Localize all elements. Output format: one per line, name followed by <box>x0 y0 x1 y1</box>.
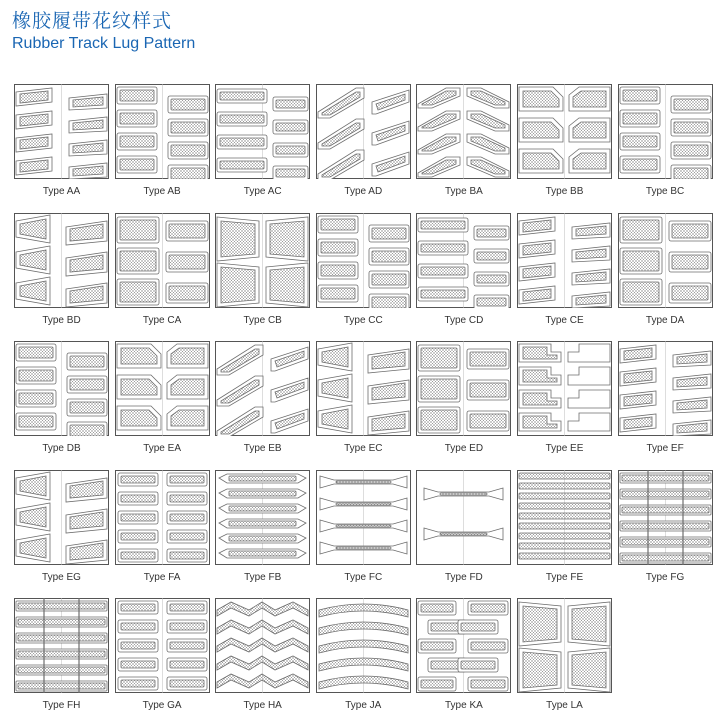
tread-pattern-image <box>115 470 210 565</box>
pattern-label: Type BC <box>645 186 685 197</box>
tread-pattern-image <box>416 470 511 565</box>
pattern-card <box>215 84 310 206</box>
pattern-card <box>517 598 612 720</box>
tread-pattern-image <box>517 598 612 693</box>
tread-pattern-image <box>517 84 612 179</box>
pattern-label: Type BD <box>42 314 81 326</box>
tread-pattern-image <box>14 213 109 308</box>
tread-pattern-image <box>14 470 109 565</box>
pattern-card <box>416 213 511 335</box>
tread-pattern-image <box>316 341 411 436</box>
pattern-card <box>115 598 210 720</box>
pattern-label: Type CC <box>343 314 383 326</box>
pattern-card <box>14 341 109 463</box>
pattern-label: Type AB <box>143 186 181 197</box>
tread-pattern-image <box>115 598 210 693</box>
tread-pattern-image <box>316 84 411 179</box>
tread-pattern-image <box>14 598 109 693</box>
tread-pattern-image <box>416 213 511 308</box>
pattern-label: Type FD <box>444 571 483 583</box>
tread-pattern-image <box>215 213 310 308</box>
tread-pattern-image <box>215 341 310 436</box>
pattern-label: Type FH <box>42 700 81 711</box>
tread-pattern-image <box>416 598 511 693</box>
pattern-label: Type EB <box>243 443 282 454</box>
pattern-card <box>215 470 310 592</box>
pattern-label: Type JA <box>345 700 382 711</box>
pattern-card <box>14 84 109 206</box>
pattern-label: Type GA <box>142 700 182 711</box>
tread-pattern-image <box>14 341 109 436</box>
pattern-card <box>115 341 210 463</box>
pattern-label: Type CB <box>243 314 282 326</box>
pattern-card <box>115 213 210 335</box>
pattern-card <box>115 84 210 206</box>
tread-pattern-image <box>618 470 713 565</box>
pattern-card <box>517 341 612 463</box>
tread-pattern-image <box>215 470 310 565</box>
tread-pattern-image <box>618 341 713 436</box>
pattern-card <box>517 470 612 592</box>
tread-pattern-image <box>316 213 411 308</box>
pattern-label: Type EG <box>42 571 81 583</box>
pattern-label: Type DB <box>42 443 81 454</box>
pattern-label: Type FC <box>344 571 383 583</box>
tread-pattern-image <box>215 598 310 693</box>
pattern-label: Type FA <box>143 571 181 583</box>
pattern-label: Type EC <box>344 443 383 454</box>
pattern-label: Type ED <box>444 443 484 454</box>
pattern-label: Type AA <box>42 186 81 197</box>
page-title-english: Rubber Track Lug Pattern <box>12 35 196 52</box>
pattern-label: Type LA <box>546 700 583 711</box>
pattern-label: Type EE <box>545 443 584 454</box>
tread-pattern-image <box>115 213 210 308</box>
pattern-label: Type FE <box>545 571 584 583</box>
pattern-label: Type KA <box>444 700 483 711</box>
pattern-card <box>316 341 411 463</box>
pattern-label: Type BA <box>444 186 483 197</box>
pattern-card <box>517 84 612 206</box>
pattern-label: Type CE <box>545 314 584 326</box>
pattern-card <box>215 598 310 720</box>
pattern-card <box>14 598 109 720</box>
pattern-label: Type FB <box>244 571 282 583</box>
tread-pattern-image <box>14 84 109 179</box>
tread-pattern-image <box>618 213 713 308</box>
pattern-card <box>115 470 210 592</box>
pattern-card <box>618 84 713 206</box>
tread-pattern-image <box>517 341 612 436</box>
tread-pattern-image <box>115 341 210 436</box>
pattern-card <box>215 213 310 335</box>
pattern-card <box>215 341 310 463</box>
pattern-label: Type CD <box>444 314 484 326</box>
pattern-label: Type FG <box>645 571 685 583</box>
pattern-card <box>14 470 109 592</box>
tread-pattern-image <box>517 470 612 565</box>
tread-pattern-image <box>416 341 511 436</box>
pattern-card <box>416 470 511 592</box>
pattern-card <box>517 213 612 335</box>
pattern-card <box>618 213 713 335</box>
tread-pattern-image <box>316 470 411 565</box>
pattern-card <box>316 470 411 592</box>
pattern-card <box>316 213 411 335</box>
pattern-label: Type EF <box>646 443 684 454</box>
pattern-label: Type HA <box>243 700 282 711</box>
pattern-card <box>618 470 713 592</box>
pattern-label: Type DA <box>645 314 685 326</box>
tread-pattern-image <box>618 84 713 179</box>
pattern-card <box>316 84 411 206</box>
pattern-label: Type BB <box>545 186 584 197</box>
tread-pattern-image <box>517 213 612 308</box>
pattern-label: Type CA <box>142 314 182 326</box>
pattern-label: Type AD <box>344 186 383 197</box>
pattern-label: Type AC <box>243 186 282 197</box>
page-title-chinese: 橡胶履带花纹样式 <box>12 10 173 32</box>
tread-pattern-image <box>416 84 511 179</box>
tread-pattern-image <box>115 84 210 179</box>
pattern-card <box>14 213 109 335</box>
pattern-card <box>316 598 411 720</box>
pattern-card <box>416 84 511 206</box>
pattern-label: Type EA <box>143 443 181 454</box>
tread-pattern-image <box>215 84 310 179</box>
tread-pattern-image <box>316 598 411 693</box>
pattern-card <box>618 341 713 463</box>
pattern-card <box>416 341 511 463</box>
pattern-card <box>416 598 511 720</box>
